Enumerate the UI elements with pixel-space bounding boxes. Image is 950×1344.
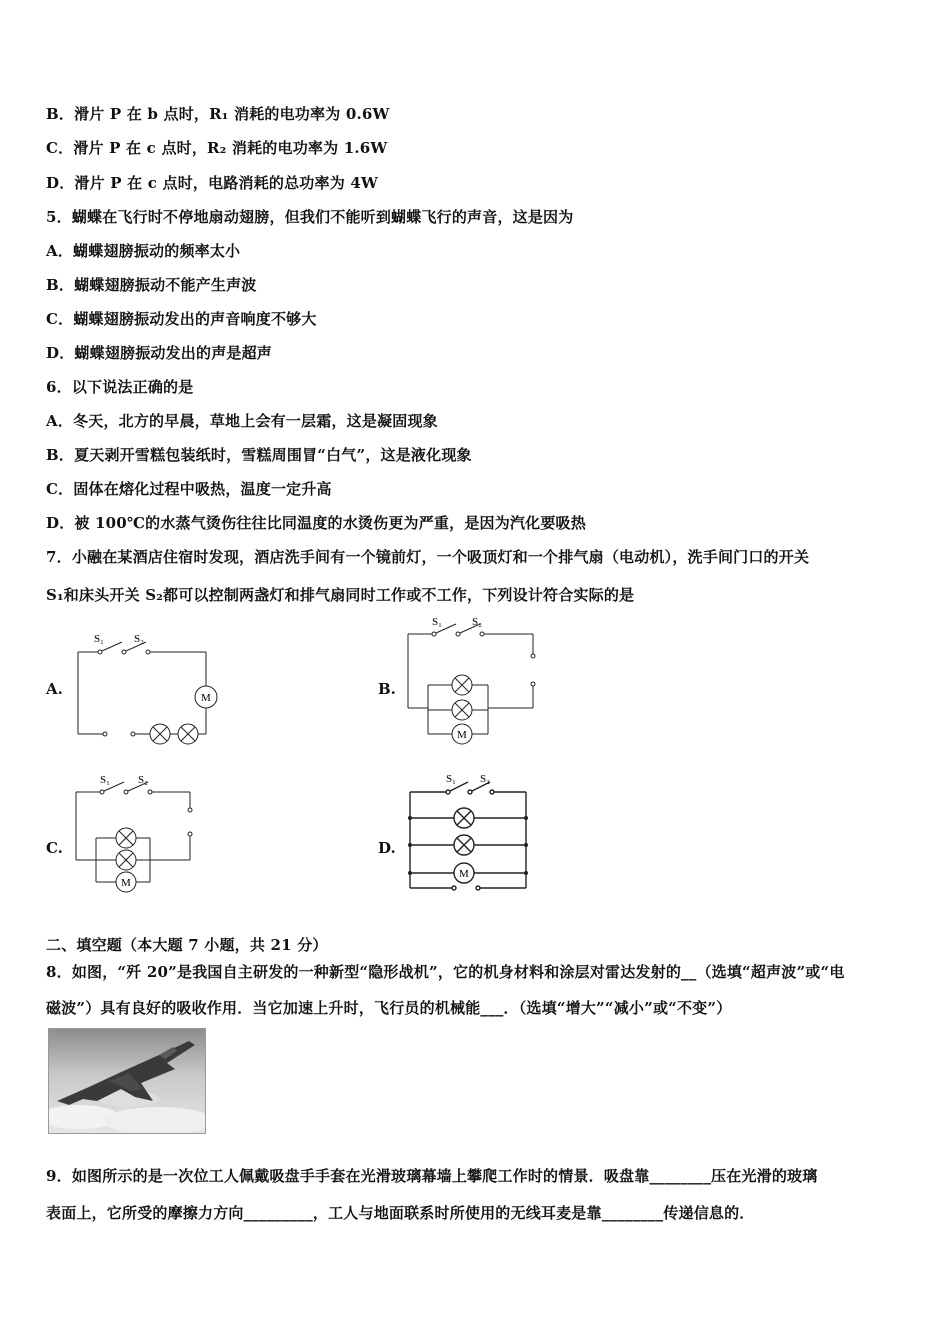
circuit-a-motor-label: M bbox=[201, 692, 211, 704]
q6-stem: 6．以下说法正确的是 bbox=[46, 378, 194, 396]
q5-option-d: D．蝴蝶翅膀振动发出的声是超声 bbox=[46, 344, 273, 362]
circuit-d-s2-label: S₂ bbox=[480, 773, 490, 785]
q4-option-b: B．滑片 P 在 b 点时，R₁ 消耗的电功率为 0.6W bbox=[46, 105, 390, 123]
q5-stem: 5．蝴蝶在飞行时不停地扇动翅膀，但我们不能听到蝴蝶飞行的声音，这是因为 bbox=[46, 208, 574, 226]
q7-label-b: B. bbox=[378, 680, 396, 698]
q5-option-b: B．蝴蝶翅膀振动不能产生声波 bbox=[46, 276, 257, 294]
circuit-d-s1-label: S₁ bbox=[446, 773, 456, 785]
circuit-diagram-d bbox=[402, 770, 537, 895]
fighter-jet-image bbox=[48, 1028, 206, 1134]
q6-option-b: B．夏天剥开雪糕包装纸时，雪糕周围冒“白气”，这是液化现象 bbox=[46, 446, 472, 464]
q7-label-a: A. bbox=[46, 680, 63, 698]
q4-option-d: D．滑片 P 在 c 点时，电路消耗的总功率为 4W bbox=[46, 174, 379, 192]
q5-option-a: A．蝴蝶翅膀振动的频率太小 bbox=[46, 242, 241, 260]
circuit-a-s2-label: S₂ bbox=[134, 633, 144, 645]
q7-stem-line2: S₁和床头开关 S₂都可以控制两盏灯和排气扇同时工作或不工作，下列设计符合实际的是 bbox=[46, 586, 635, 604]
q7-label-c: C. bbox=[46, 839, 63, 857]
section2-heading: 二、填空题（本大题 7 小题，共 21 分） bbox=[46, 936, 328, 954]
q6-option-a: A．冬天，北方的早晨，草地上会有一层霜，这是凝固现象 bbox=[46, 412, 438, 430]
circuit-diagram-c bbox=[70, 772, 210, 897]
q6-option-c: C．固体在熔化过程中吸热，温度一定升高 bbox=[46, 480, 332, 498]
q7-stem-line1: 7．小融在某酒店住宿时发现，酒店洗手间有一个镜前灯，一个吸顶灯和一个排气扇（电动机），洗手间门口的开关 bbox=[46, 548, 810, 566]
circuit-b-s1-label: S₁ bbox=[432, 616, 442, 628]
circuit-c-s2-label: S₂ bbox=[138, 774, 148, 786]
circuit-b-s2-label: S₂ bbox=[472, 616, 482, 628]
circuit-diagram-a bbox=[70, 630, 230, 750]
circuit-c-motor-label: M bbox=[121, 877, 131, 889]
circuit-c-s1-label: S₁ bbox=[100, 774, 110, 786]
q9-stem-line1: 9．如图所示的是一次位工人佩戴吸盘手手套在光滑玻璃幕墙上攀爬工作时的情景．吸盘靠________压在光滑的玻璃 bbox=[46, 1167, 818, 1185]
q7-label-d: D. bbox=[378, 839, 396, 857]
circuit-d-motor-label: M bbox=[459, 868, 469, 880]
circuit-diagram-b bbox=[402, 614, 552, 749]
q8-stem-line1: 8．如图，“歼 20”是我国自主研发的一种新型“隐形战机”，它的机身材料和涂层对雷达发射的__（选填“超声波”或“电 bbox=[46, 963, 845, 981]
circuit-a-s1-label: S₁ bbox=[94, 633, 104, 645]
q6-option-d: D．被 100℃的水蒸气烫伤往往比同温度的水烫伤更为严重，是因为汽化要吸热 bbox=[46, 514, 586, 532]
q4-option-c: C．滑片 P 在 c 点时，R₂ 消耗的电功率为 1.6W bbox=[46, 139, 388, 157]
q8-stem-line2: 磁波”）具有良好的吸收作用．当它加速上升时，飞行员的机械能___．（选填“增大”“减小”或“不变”） bbox=[46, 999, 732, 1017]
q9-stem-line2: 表面上，它所受的摩擦力方向_________，工人与地面联系时所使用的无线耳麦是靠________传递信息的． bbox=[46, 1204, 755, 1222]
q5-option-c: C．蝴蝶翅膀振动发出的声音响度不够大 bbox=[46, 310, 317, 328]
circuit-b-motor-label: M bbox=[457, 729, 467, 741]
